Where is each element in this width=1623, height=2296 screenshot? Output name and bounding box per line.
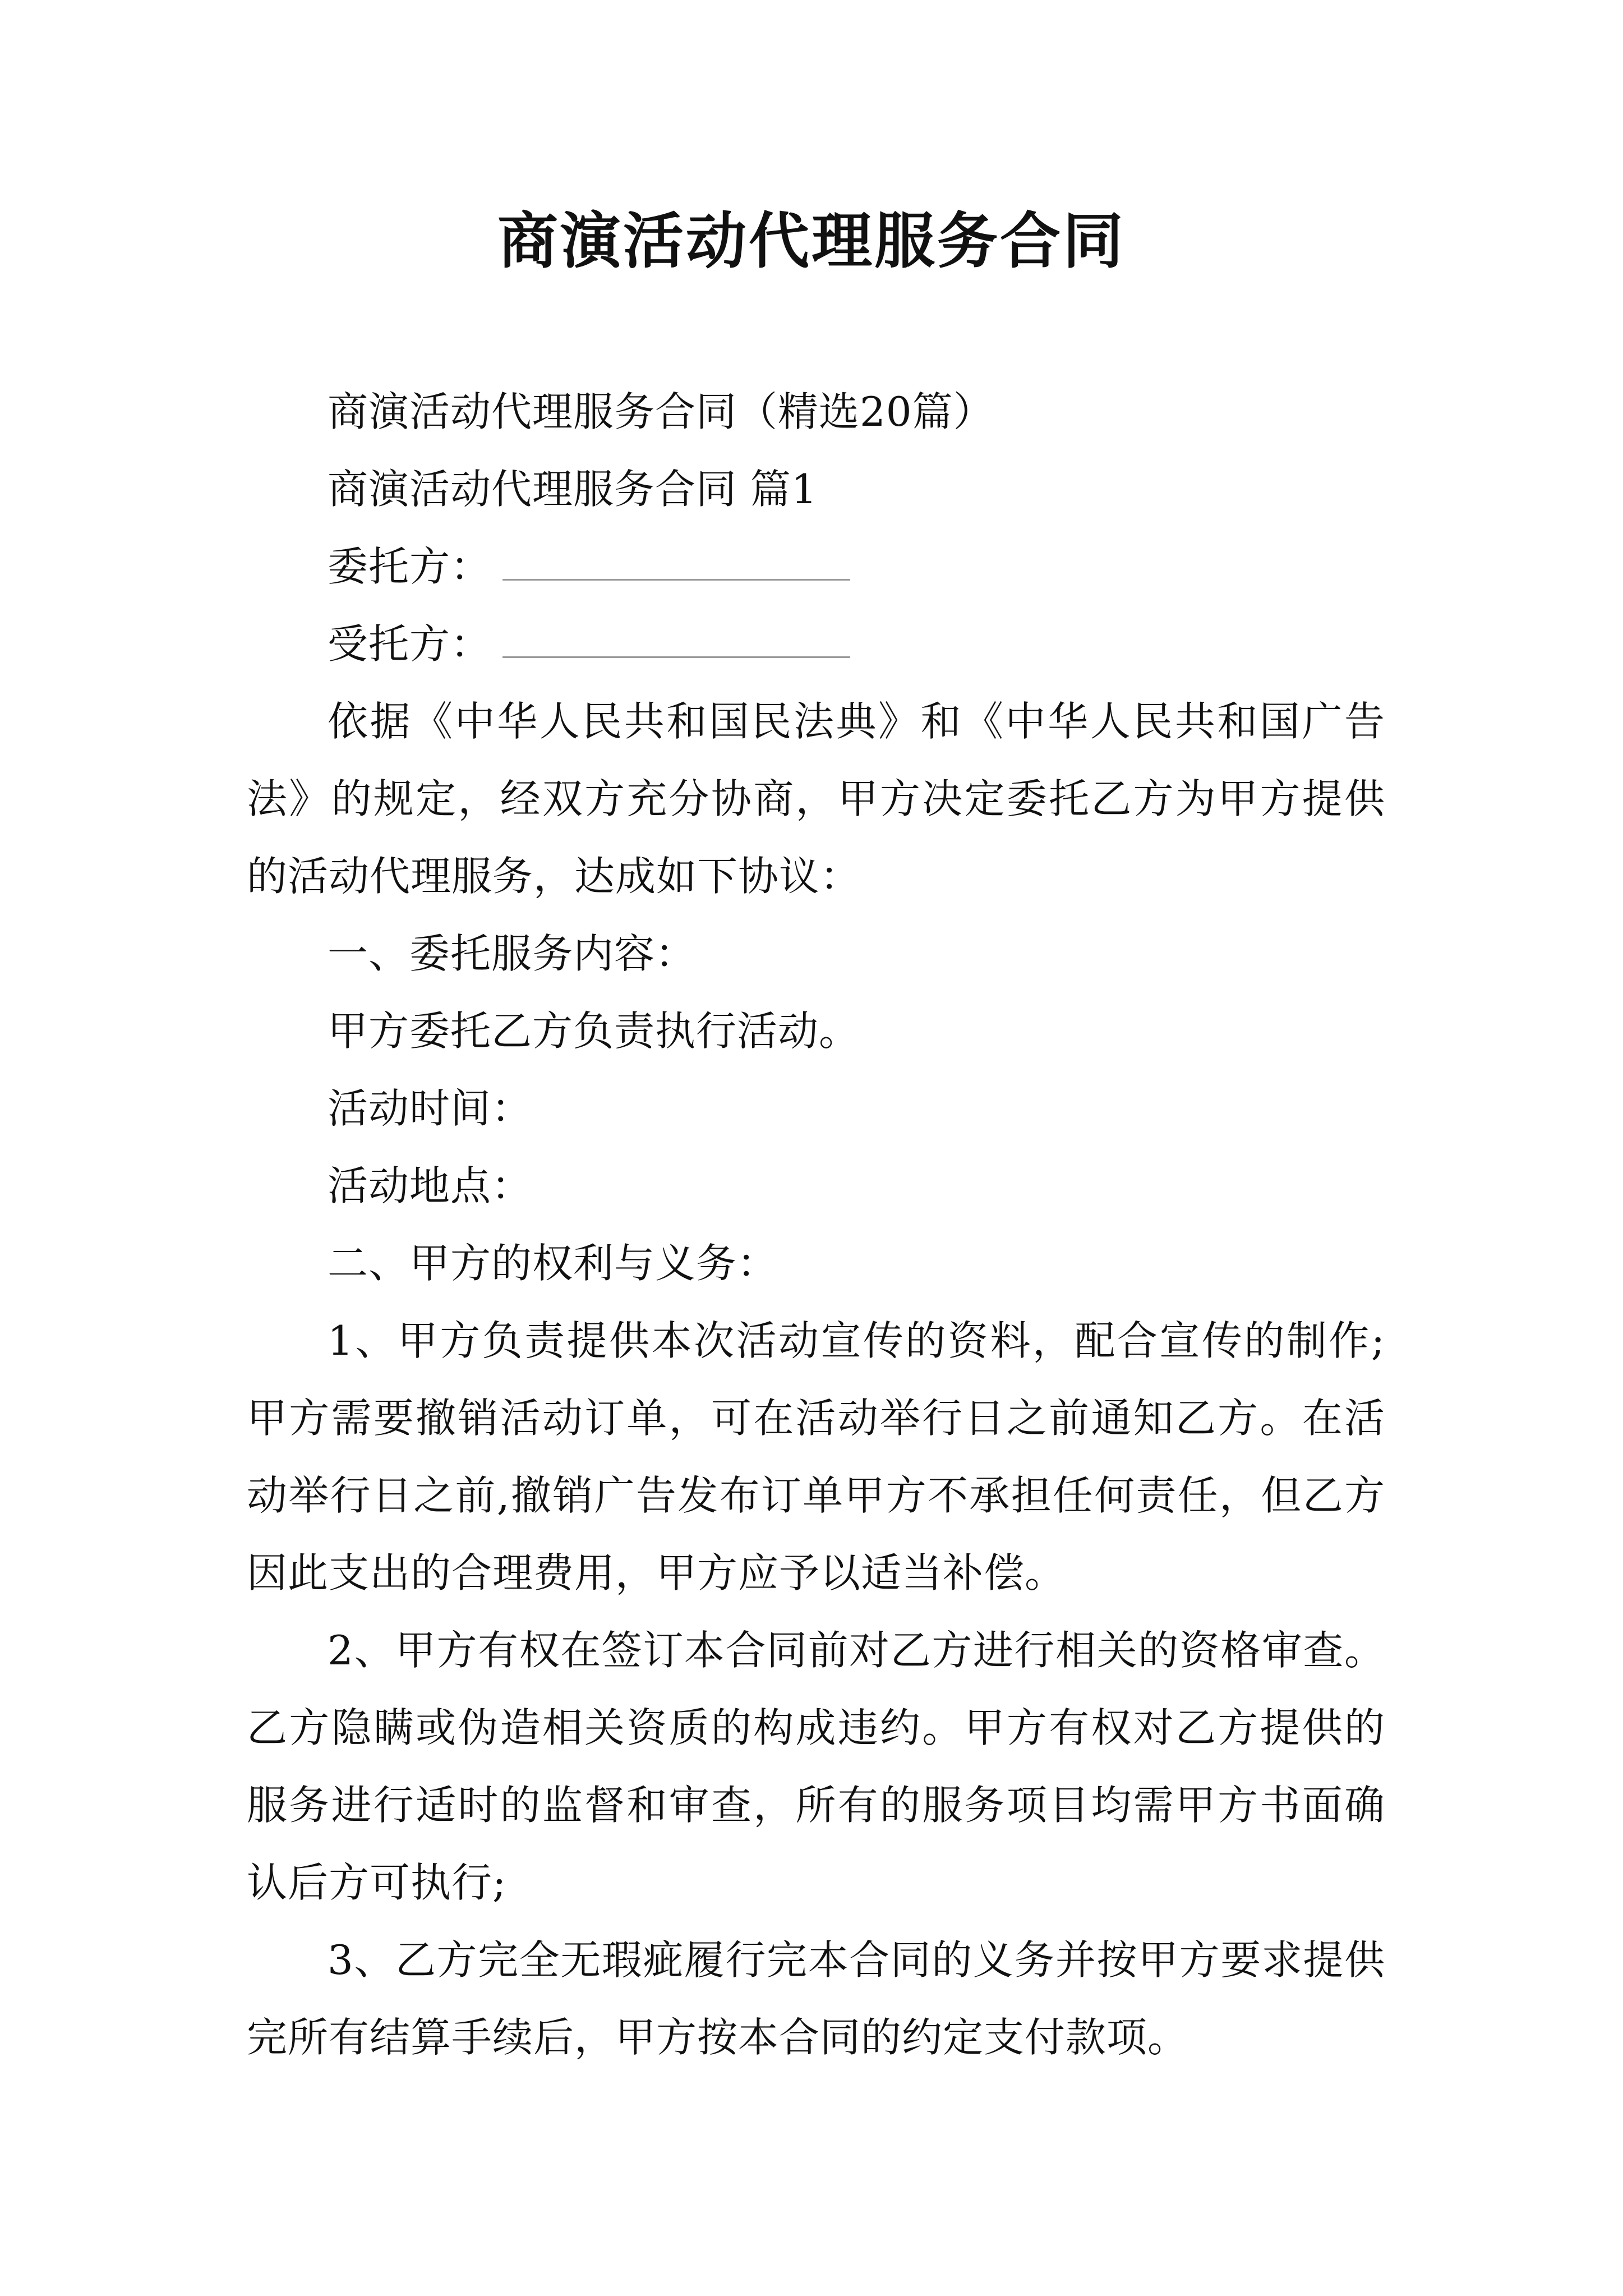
paragraph-intro: 依据《中华人民共和国民法典》和《中华人民共和国广告法》的规定，经双方充分协商，甲方决定委托乙方为甲方提供的活动代理服务，达成如下协议： [247,698,1385,900]
paragraph-activity-time: 活动时间： [328,1085,533,1132]
client-label: 委托方： [328,543,492,590]
paragraph-item-2: 2、甲方有权在签订本合同前对乙方进行相关的资格审查。乙方隐瞒或伪造相关资质的构成违约。甲方有权对乙方提供的服务进行适时的监督和审查，所有的服务项目均需甲方书面确认后方可执行; [247,1627,1385,1906]
agent-label: 受托方： [328,620,492,668]
document-body [247,373,1385,2076]
agent-blank-line [502,623,850,658]
paragraph-agent [247,605,1385,683]
paragraph-client [247,528,1385,605]
paragraph-item-1: 1、甲方负责提供本次活动宣传的资料，配合宣传的制作;甲方需要撤销活动订单，可在活动举行日之前通知乙方。在活动举行日之前,撤销广告发布订单甲方不承担任何责任，但乙方因此支出的合理费用，甲方应予以适当补偿。 [247,1317,1385,1596]
document-title: 商演活动代理服务合同 [497,206,1126,277]
paragraph-item-3: 3、乙方完全无瑕疵履行完本合同的义务并按甲方要求提供完所有结算手续后，甲方按本合同的约定支付款项。 [247,1936,1385,2061]
paragraph-section-heading: 商演活动代理服务合同 篇1 [328,466,818,513]
client-blank-line [502,545,850,581]
paragraph-activity-location: 活动地点： [328,1162,533,1209]
paragraph-subtitle: 商演活动代理服务合同（精选20篇） [328,388,994,435]
paragraph-clause-2-heading: 二、甲方的权利与义务： [328,1240,778,1287]
paragraph-clause-1-heading: 一、委托服务内容： [328,930,697,977]
paragraph-clause-1-body: 甲方委托乙方负责执行活动。 [328,1007,860,1055]
